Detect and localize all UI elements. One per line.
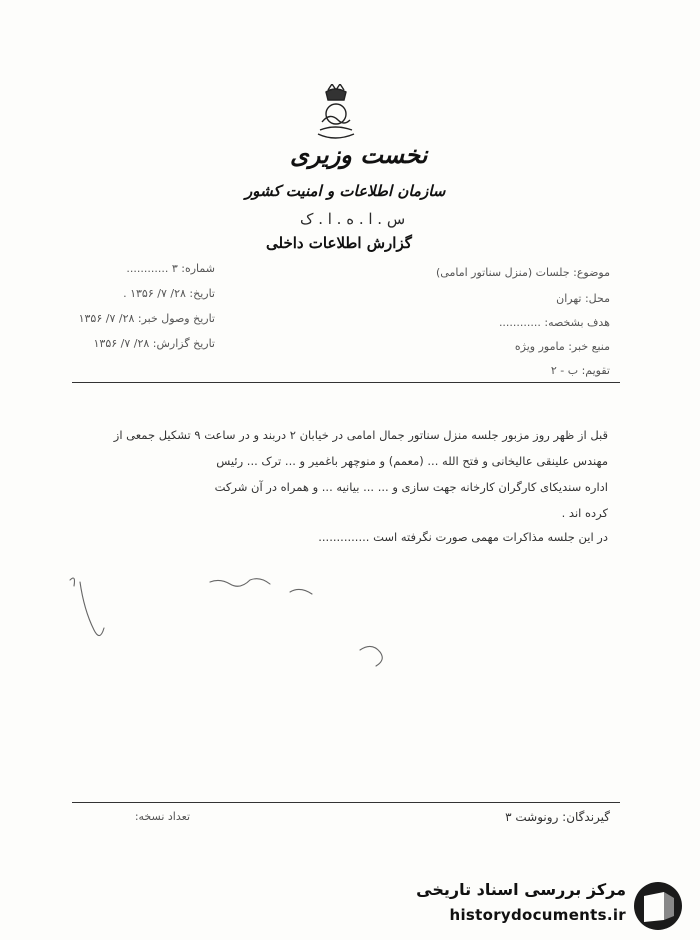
crown-emblem-icon [310, 84, 360, 142]
copies-field: تعداد نسخه: [134, 810, 190, 823]
header-divider [72, 382, 620, 383]
location-field: محل: تهران [556, 292, 610, 305]
report-type: گزارش اطلاعات داخلی [266, 234, 412, 252]
page-title: نخست وزیری [290, 140, 428, 169]
watermark-url: historydocuments.ir [449, 906, 626, 924]
number-field: شماره: ۳ ............ [126, 262, 215, 275]
body-line: در این جلسه مذاکرات مهمی صورت نگرفته است .............. [318, 530, 608, 544]
subject-field: موضوع: جلسات (منزل سناتور امامی) [436, 266, 610, 279]
document-code: س . ا . ه . ا . ک [300, 210, 406, 228]
body-line: کرده اند . [561, 506, 608, 520]
received-date-field: تاریخ وصول خبر: ۲۸/ ۷/ ۱۳۵۶ [78, 312, 215, 325]
body-line: قبل از ظهر روز مزبور جلسه منزل سناتور جمال امامی در خیابان ۲ دربند و در ساعت ۹ تشکیل جمعی از [113, 428, 608, 442]
recipients-field: گیرندگان: رونوشت ۳ [505, 810, 610, 824]
evaluation-field: تقویم: ب - ۲ [550, 364, 610, 377]
report-date-field: تاریخ گزارش: ۲۸/ ۷/ ۱۳۵۶ [93, 337, 215, 350]
target-field: هدف بشخصه: ............ [498, 316, 610, 329]
organization-name: سازمان اطلاعات و امنیت کشور [245, 182, 446, 200]
body-line: مهندس علینقی عالیخانی و فتح الله ... (معمم) و منوچهر باغمیر و ... ترک ... رئیس [216, 454, 608, 468]
source-field: منبع خبر: مامور ویژه [514, 340, 610, 353]
watermark-name: مرکز بررسی اسناد تاریخی [416, 880, 626, 899]
body-line: اداره سندیکای کارگران کارخانه جهت سازی و ... ... بیانیه ... و همراه در آن شرکت [214, 480, 608, 494]
date-field: تاریخ: ۲۸/ ۷/ ۱۳۵۶ . [123, 287, 215, 300]
archive-logo-icon [630, 880, 686, 932]
footer-divider [72, 802, 620, 803]
handwritten-annotation [60, 570, 420, 680]
